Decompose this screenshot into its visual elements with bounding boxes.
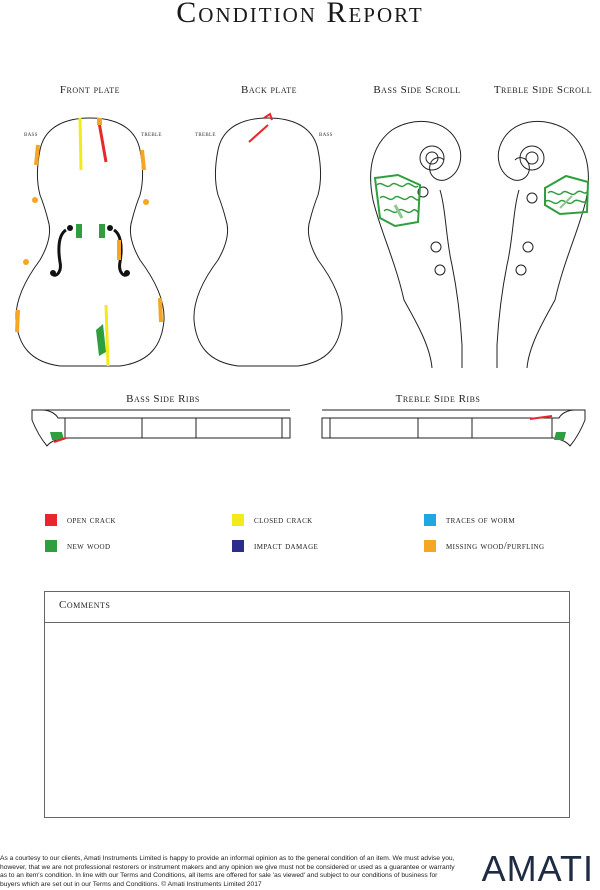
legend-label: closed crack: [254, 514, 313, 526]
comments-text-area[interactable]: [45, 623, 569, 813]
front-plate-label: Front plate: [59, 84, 121, 96]
legend-label: missing wood/purfling: [446, 540, 545, 552]
bass-side-scroll-label: Bass Side Scroll: [373, 84, 461, 96]
treble-side-ribs-label: Treble Side Ribs: [395, 393, 481, 405]
front-treble-label: treble: [141, 130, 162, 138]
disclaimer-text: As a courtesy to our clients, Amati Instruments Limited is happy to provide an informal opinion as to the general condition of an item. We must advise you, however, that we are not professional restorers or instrument makers and any opinion we give must not be considered or used as a guarantee or warranty as to an item's condition. In line with our Terms and Conditions, all items are offered for sale 'as viewed' and subject to our conditions of business for buyers which are set out in our Terms and Conditions. © Amati Instruments Limited 2017: [0, 855, 455, 888]
page-title: Condition Report: [176, 0, 424, 29]
back-plate-label: Back plate: [241, 84, 297, 96]
back-bass-label: bass: [319, 130, 333, 138]
legend-new-wood: [45, 540, 110, 552]
back-treble-label: treble: [195, 130, 216, 138]
legend-label: traces of worm: [446, 514, 515, 526]
legend-swatch: [232, 540, 244, 552]
brand-logo: AMATI: [481, 848, 594, 889]
legend-swatch: [424, 540, 436, 552]
legend-open-crack: [45, 514, 116, 526]
legend-closed-crack: [232, 514, 313, 526]
comments-heading: Comments: [45, 592, 569, 623]
legend-swatch: [232, 514, 244, 526]
legend-swatch: [45, 540, 57, 552]
legend-swatch: [424, 514, 436, 526]
legend-impact-damage: [232, 540, 318, 552]
bass-side-ribs-label: Bass Side Ribs: [126, 393, 200, 405]
legend-swatch: [45, 514, 57, 526]
front-bass-label: bass: [24, 130, 38, 138]
legend-label: impact damage: [254, 540, 319, 552]
legend-missing-wood-purfling: [424, 540, 544, 552]
comments-box: [44, 591, 570, 818]
treble-side-scroll-label: Treble Side Scroll: [493, 84, 593, 96]
legend-traces-of-worm: [424, 514, 515, 526]
legend-label: open crack: [67, 514, 116, 526]
legend-label: new wood: [67, 540, 111, 552]
